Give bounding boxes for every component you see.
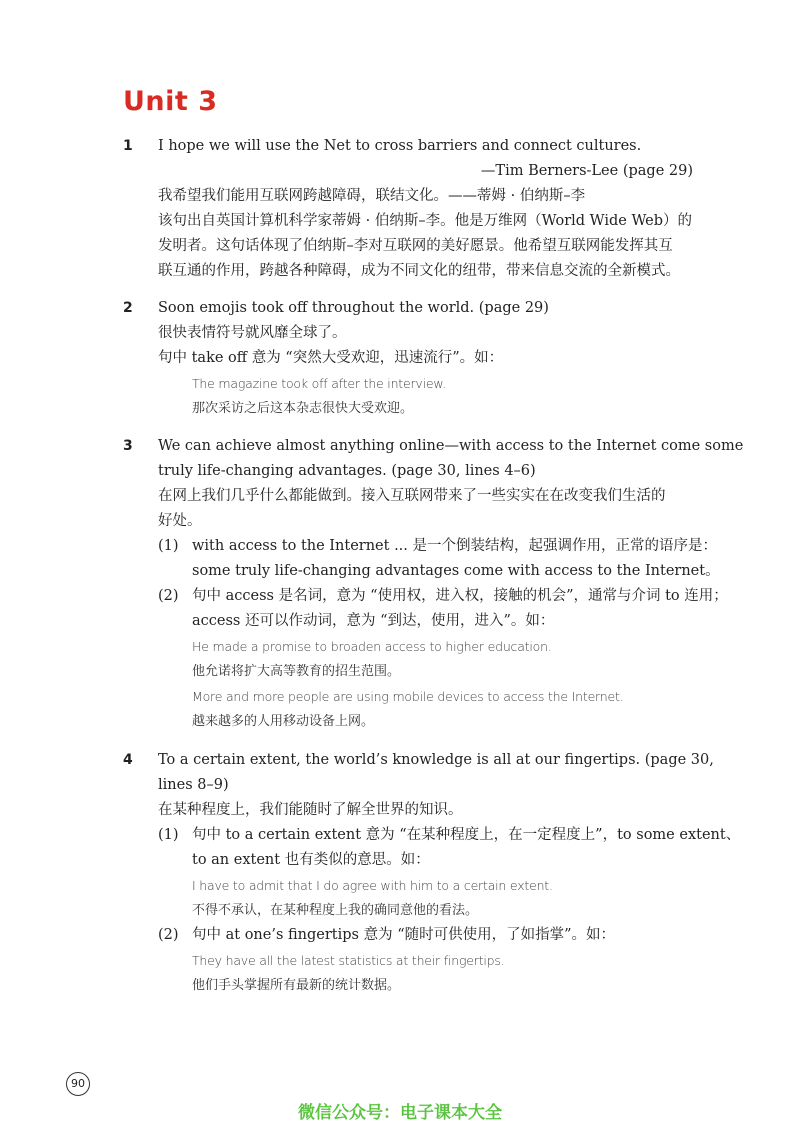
note-item-1: [123, 134, 693, 284]
explanation-line: to an extent 也有类似的意思。如：: [192, 852, 430, 868]
example-sentence: He made a promise to broaden access to higher education.: [192, 639, 552, 654]
footer-watermark: 微信公众号：电子课本大全: [298, 1103, 502, 1123]
item-number: 1: [123, 138, 133, 154]
example-translation: 不得不承认，在某种程度上我的确同意他的看法。: [192, 903, 479, 918]
explanation-line: 发明者。这句话体现了伯纳斯–李对互联网的美好愿景。他希望互联网能发挥其互: [158, 238, 673, 254]
sub-label: (2): [158, 927, 179, 943]
explanation-line: with access to the Internet ... 是一个倒装结构，起强调作用，正常的语序是：: [192, 538, 717, 554]
example-translation: 那次采访之后这本杂志很快大受欢迎。: [192, 401, 414, 416]
explanation-line: 句中 take off 意为 “突然大受欢迎，迅速流行”。如：: [158, 350, 504, 366]
note-item-4: [123, 748, 741, 998]
sub-point-2: [158, 584, 728, 734]
note-item-2: [123, 296, 693, 421]
example-sentence: More and more people are using mobile devices to access the Internet.: [192, 689, 624, 704]
sub-point-1: [158, 534, 720, 584]
explanation-line: access 还可以作动词，意为 “到达，使用，进入”。如：: [192, 613, 555, 629]
page-number: 90: [66, 1072, 90, 1096]
en-sentence: To a certain extent, the world’s knowledge is all at our fingertips. (page 30,: [158, 752, 714, 768]
en-sentence: We can achieve almost anything online—with access to the Internet come some: [158, 438, 744, 454]
example-translation: 越来越多的人用移动设备上网。: [192, 714, 375, 729]
item-number: 2: [123, 300, 133, 316]
note-item-3: [123, 434, 744, 734]
explanation-line: some truly life-changing advantages come with access to the Internet。: [192, 563, 720, 579]
sub-point-1: [158, 823, 741, 923]
en-sentence: truly life-changing advantages. (page 30, lines 4–6): [158, 463, 536, 479]
unit-title: Unit 3: [123, 86, 218, 117]
explanation-line: 该句出自英国计算机科学家蒂姆 · 伯纳斯–李。他是万维网（World Wide Web）的: [158, 213, 693, 229]
explanation-line: 句中 to a certain extent 意为 “在某种程度上，在一定程度上”，to some extent、: [192, 827, 741, 843]
explanation-line: 联互通的作用，跨越各种障碍，成为不同文化的纽带，带来信息交流的全新模式。: [158, 263, 680, 279]
zh-translation: 很快表情符号就风靡全球了。: [158, 325, 347, 341]
sub-point-2: [158, 923, 693, 998]
zh-translation: 在某种程度上，我们能随时了解全世界的知识。: [158, 802, 463, 818]
example-sentence: They have all the latest statistics at their fingertips.: [192, 953, 505, 968]
en-sentence: I hope we will use the Net to cross barriers and connect cultures.: [158, 138, 642, 154]
example-translation: 他们手头掌握所有最新的统计数据。: [192, 978, 401, 993]
zh-translation: 在网上我们几乎什么都能做到。接入互联网带来了一些实实在在改变我们生活的: [158, 488, 666, 504]
example-sentence: I have to admit that I do agree with him to a certain extent.: [192, 878, 553, 893]
example-translation: 他允诺将扩大高等教育的招生范围。: [192, 664, 401, 679]
explanation-line: 句中 at one’s fingertips 意为 “随时可供使用，了如指掌”。如：: [192, 927, 616, 943]
en-sentence: lines 8–9): [158, 777, 229, 793]
item-number: 3: [123, 438, 133, 454]
en-sentence: Soon emojis took off throughout the world. (page 29): [158, 300, 549, 316]
sub-label: (2): [158, 588, 179, 604]
item-number: 4: [123, 752, 133, 768]
sub-label: (1): [158, 538, 179, 554]
sub-label: (1): [158, 827, 179, 843]
example-sentence: The magazine took off after the interview.: [192, 376, 447, 391]
zh-translation: 我希望我们能用互联网跨越障碍，联结文化。——蒂姆 · 伯纳斯–李: [158, 188, 586, 204]
zh-translation: 好处。: [158, 513, 202, 529]
explanation-line: 句中 access 是名词，意为 “使用权，进入权，接触的机会”，通常与介词 to 连用；: [192, 588, 728, 604]
quote-attribution: —Tim Berners-Lee (page 29): [480, 163, 693, 179]
